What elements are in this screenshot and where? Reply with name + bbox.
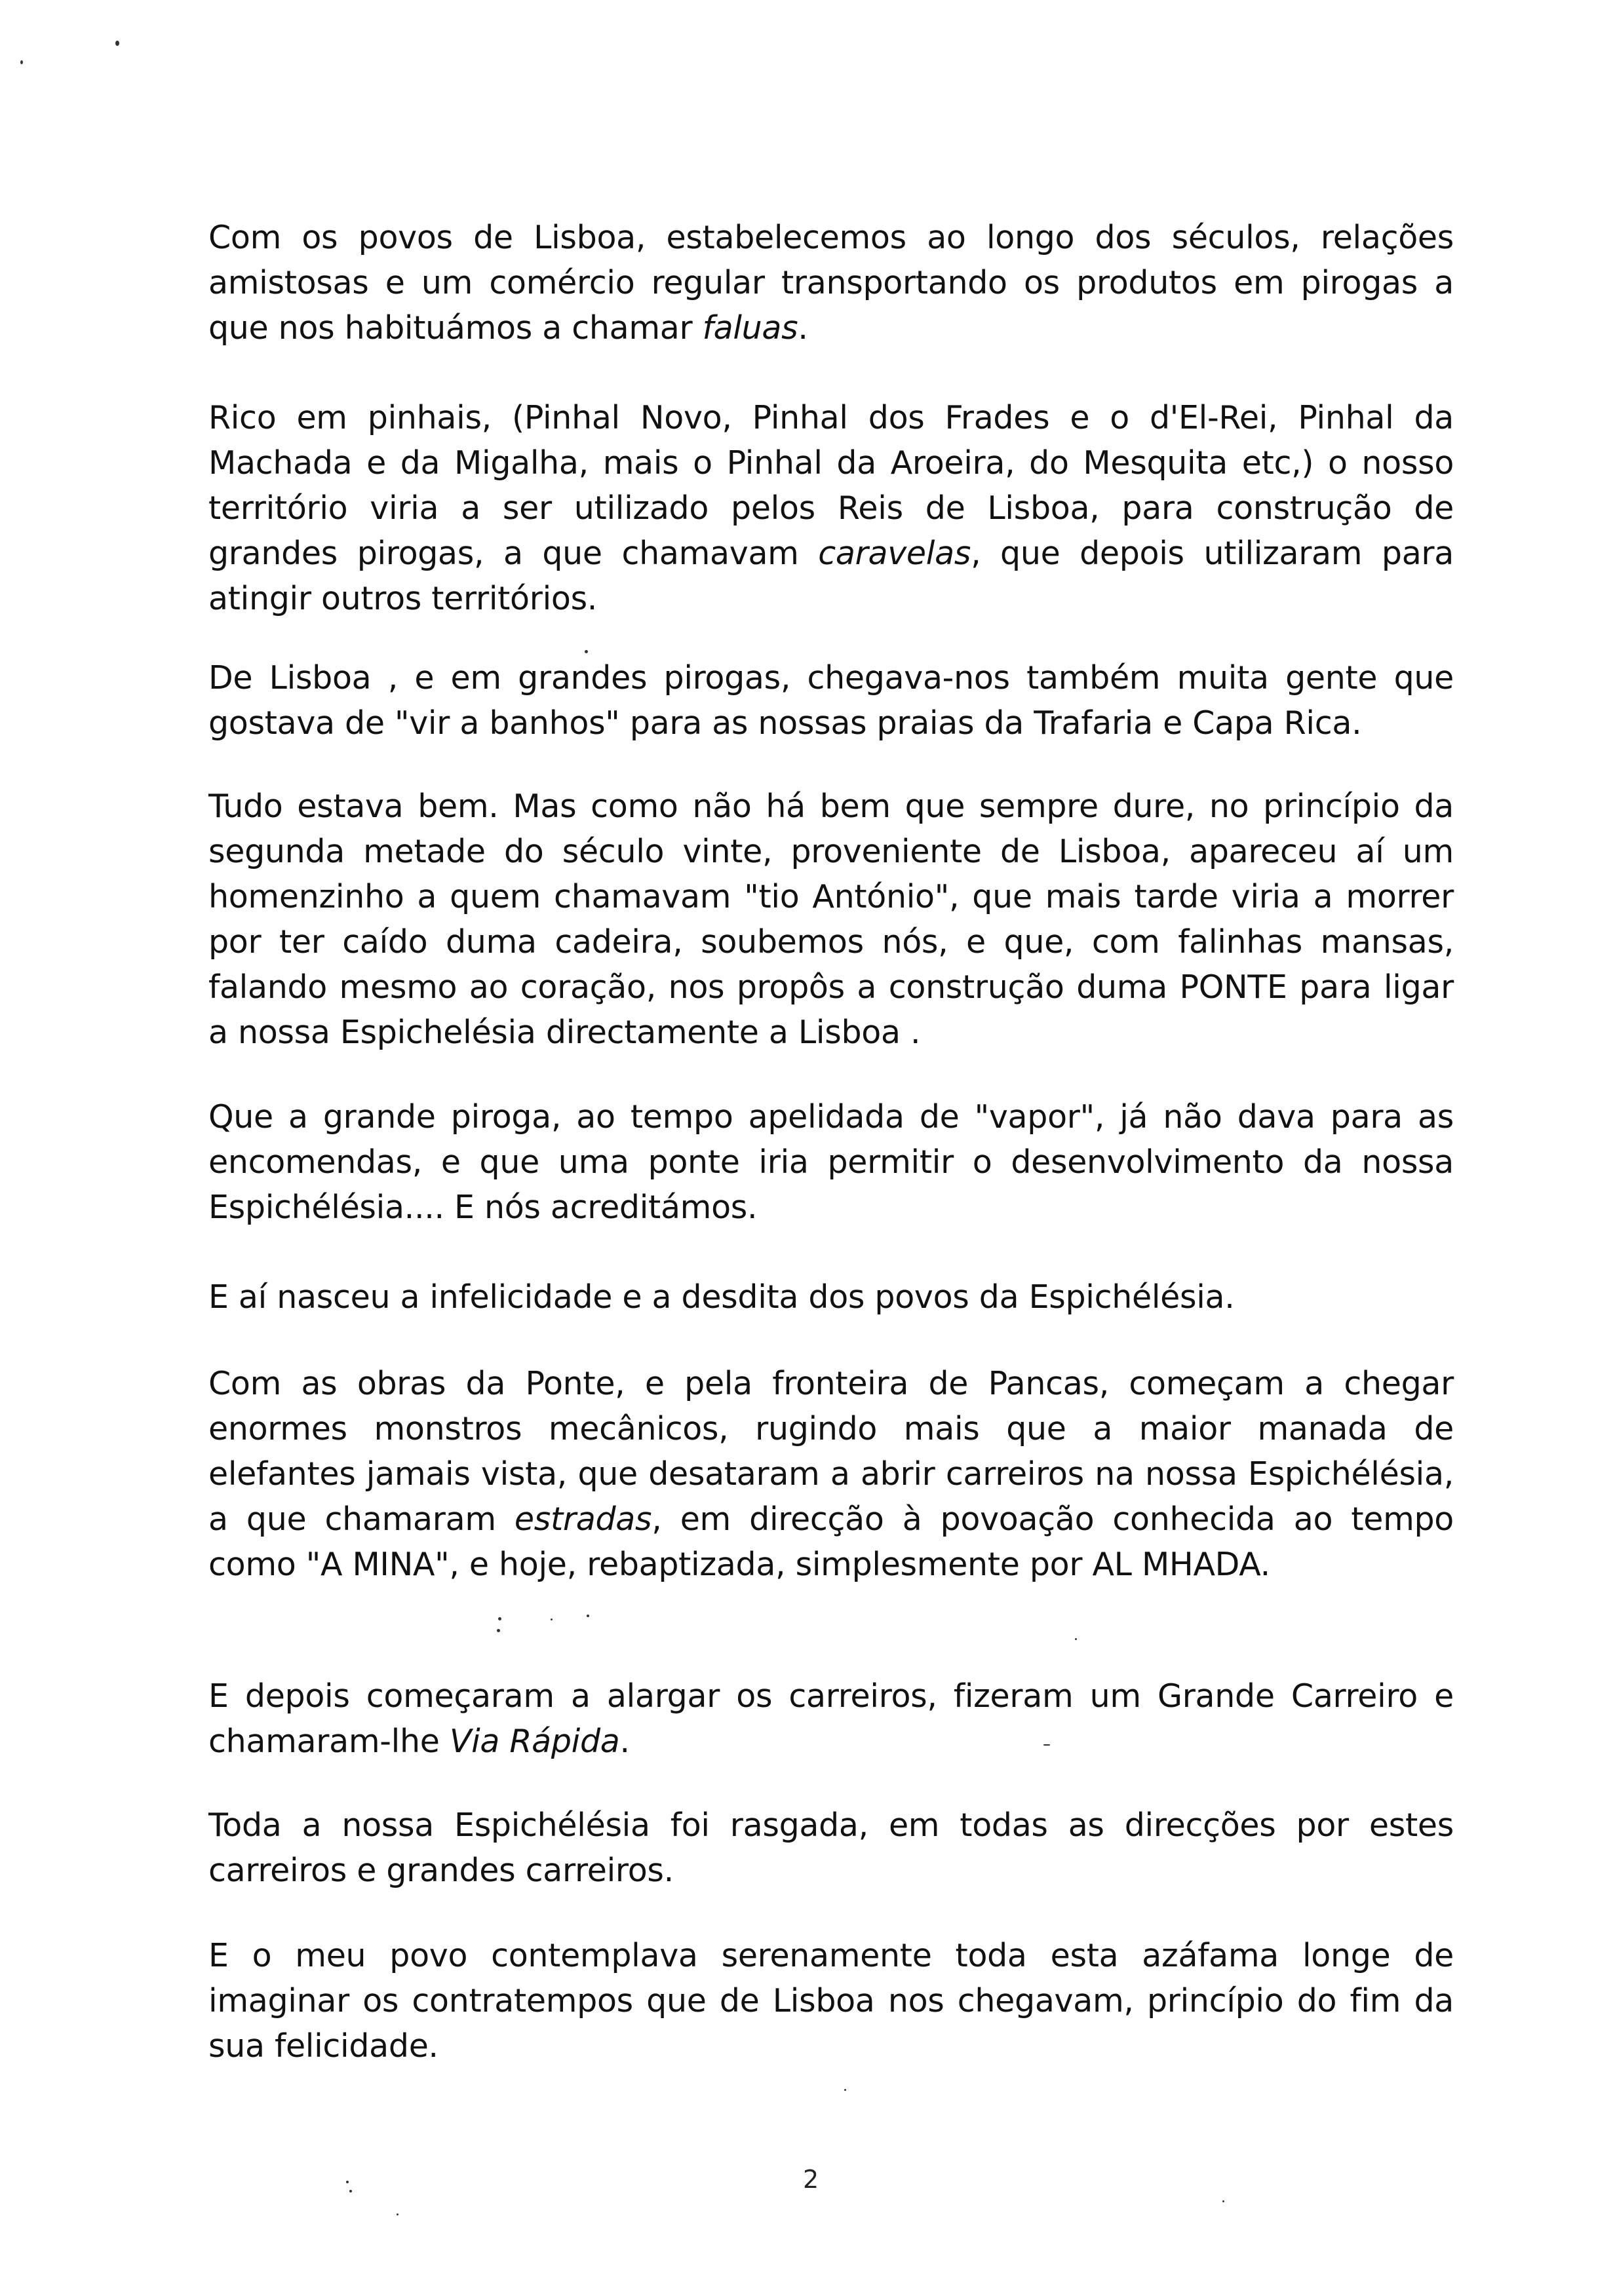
paragraph-1 — [208, 215, 1454, 351]
scan-speck — [498, 1617, 501, 1620]
paragraph-text: . — [798, 309, 808, 347]
scan-speck — [346, 2181, 349, 2183]
paragraph-text: . — [619, 1723, 630, 1760]
scan-speck — [349, 2190, 352, 2192]
scan-speck — [1222, 2200, 1224, 2202]
paragraph-8 — [208, 1674, 1454, 1764]
scan-speck — [397, 2213, 399, 2215]
scan-speck — [844, 2089, 846, 2091]
scan-speck — [585, 650, 588, 653]
paragraph-text: Tudo estava bem. Mas como não há bem que sempre dure, no princípio da segunda metade do século vinte, proveniente de Lisboa, apareceu aí um homenzinho a quem chamavam "tio António", que mais tarde viria a morrer por ter caído duma cadeira, soubemos nós, e que, com falinhas mansas, falando mesmo ao coração, nos propôs a construção duma PONTE para ligar a nossa Espichelésia directamente a Lisboa . — [208, 788, 1454, 1051]
paragraph-text: Que a grande piroga, ao tempo apelidada de "vapor", já não dava para as encomendas, e que uma ponte iria permitir o desenvolvimento da nossa Espichélésia.... E nós acreditámos. — [208, 1098, 1454, 1226]
paragraph-text: , que depois utilizaram para atingir outros territórios. — [208, 535, 1454, 617]
scan-speck — [20, 60, 23, 64]
paragraph-4 — [208, 784, 1454, 1055]
paragraph-7 — [208, 1361, 1454, 1587]
paragraph-6 — [208, 1274, 1454, 1320]
scan-speck — [1075, 1638, 1077, 1640]
paragraph-10 — [208, 1933, 1454, 2069]
paragraph-text: E aí nasceu a infelicidade e a desdita dos povos da Espichélésia. — [208, 1278, 1235, 1316]
scan-speck — [587, 1615, 589, 1617]
scan-speck — [497, 1629, 500, 1632]
scan-speck — [1043, 1744, 1050, 1746]
scan-speck — [115, 41, 119, 46]
paragraph-text: Toda a nossa Espichélésia foi rasgada, em todas as direcções por estes carreiros e grandes carreiros. — [208, 1807, 1454, 1889]
paragraph-9 — [208, 1803, 1454, 1893]
paragraph-text: Rico em pinhais, (Pinhal Novo, Pinhal dos Frades e o d'El-Rei, Pinhal da Machada e da Migalha, mais o Pinhal da Aroeira, do Mesquita etc,) o nosso território viria a ser utilizado pelos Reis de Lisboa, para construção de grandes pirogas, a que chamavam — [208, 399, 1454, 572]
paragraph-text: E depois começaram a alargar os carreiros, fizeram um Grande Carreiro e chamaram-lhe — [208, 1677, 1454, 1760]
italic-term: faluas — [702, 309, 798, 347]
paragraph-3 — [208, 655, 1454, 746]
paragraph-text: , em direcção à povoação conhecida ao tempo como "A MINA", e hoje, rebaptizada, simplesmente por AL MHADA. — [208, 1501, 1454, 1583]
page-number: 2 — [803, 2165, 819, 2194]
italic-term: caravelas — [818, 535, 971, 572]
paragraph-text: E o meu povo contemplava serenamente toda esta azáfama longe de imaginar os contratempos que de Lisboa nos chegavam, princípio do fim da sua felicidade. — [208, 1937, 1454, 2065]
paragraph-2 — [208, 395, 1454, 621]
paragraph-text: De Lisboa , e em grandes pirogas, chegava-nos também muita gente que gostava de "vir a banhos" para as nossas praias da Trafaria e Capa Rica. — [208, 659, 1454, 742]
paragraph-5 — [208, 1094, 1454, 1230]
scan-speck — [551, 1618, 553, 1620]
paragraph-text: Com as obras da Ponte, e pela fronteira de Pancas, começam a chegar enormes monstros mecânicos, rugindo mais que a maior manada de elefantes jamais vista, que desataram a abrir carreiros na nossa Espichélésia, a que chamaram — [208, 1365, 1454, 1538]
italic-term: Via Rápida — [449, 1723, 620, 1760]
paragraph-text: Com os povos de Lisboa, estabelecemos ao longo dos séculos, relações amistosas e um comércio regular transportando os produtos em pirogas a que nos habituámos a chamar — [208, 219, 1454, 347]
italic-term: estradas — [514, 1501, 652, 1538]
